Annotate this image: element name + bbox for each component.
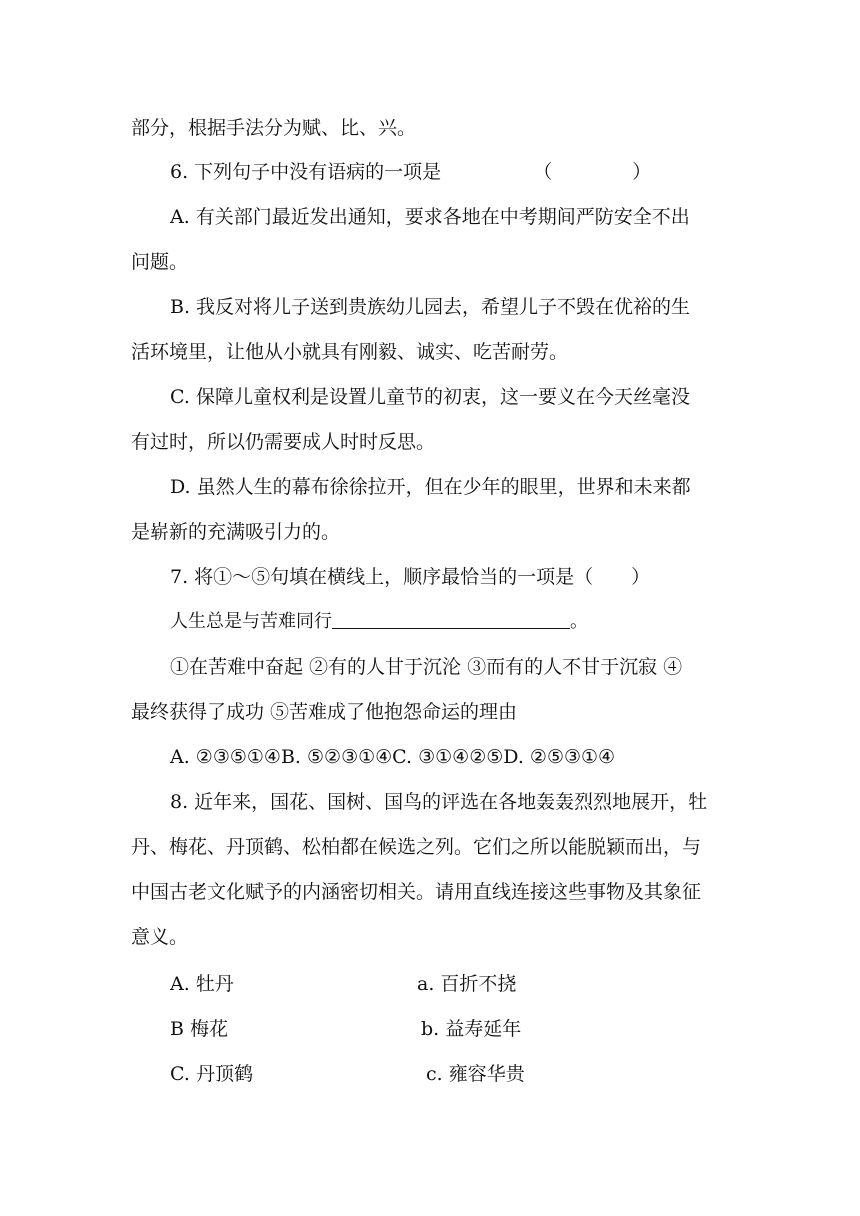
option-6a-line1: A. 有关部门最近发出通知，要求各地在中考期间严防安全不出 xyxy=(170,206,690,228)
sentence-suffix: 。 xyxy=(570,611,588,632)
question-8-line4: 意义。 xyxy=(131,926,189,948)
text-line: 部分，根据手法分为赋、比、兴。 xyxy=(131,117,417,139)
match-left-item: B 梅花 xyxy=(170,1018,229,1040)
match-right-item: a. 百折不挠 xyxy=(417,973,517,995)
question-8-line1: 8. 近年来，国花、国树、国鸟的评选在各地轰轰烈烈地展开，牡 xyxy=(170,791,708,813)
question-8-line3: 中国古老文化赋予的内涵密切相关。请用直线连接这些事物及其象征 xyxy=(131,881,702,903)
question-7-options: A. ②③⑤①④B. ⑤②③①④C. ③①④②⑤D. ②⑤③①④ xyxy=(170,746,616,768)
question-8-line2: 丹、梅花、丹顶鹤、松柏都在候选之列。它们之所以能脱颖而出，与 xyxy=(131,836,702,858)
match-row xyxy=(0,969,860,999)
question-7 xyxy=(0,562,860,592)
answer-parentheses: （ ） xyxy=(533,161,652,183)
question-7-items-line2: 最终获得了成功 ⑤苦难成了他抱怨命运的理由 xyxy=(131,701,518,723)
option-6a-line2: 问题。 xyxy=(131,251,189,273)
option-6d-line2: 是崭新的充满吸引力的。 xyxy=(131,521,341,543)
question-7-items-line1: ①在苦难中奋起 ②有的人甘于沉沦 ③而有的人不甘于沉寂 ④ xyxy=(170,656,683,678)
answer-paren-close: ） xyxy=(631,566,651,588)
sentence-prefix: 人生总是与苦难同行 xyxy=(170,611,332,632)
question-6-stem: 6. 下列句子中没有语病的一项是 xyxy=(170,161,442,183)
match-row xyxy=(0,1059,860,1089)
match-left-item: A. 牡丹 xyxy=(170,973,234,995)
option-6b-line2: 活环境里，让他从小就具有刚毅、诚实、吃苦耐劳。 xyxy=(131,341,569,363)
question-6 xyxy=(0,157,860,187)
option-6b-line1: B. 我反对将儿子送到贵族幼儿园去，希望儿子不毁在优裕的生 xyxy=(170,296,691,318)
option-6c-line2: 有过时，所以仍需要成人时时反思。 xyxy=(131,431,436,453)
match-left-item: C. 丹顶鹤 xyxy=(170,1063,253,1085)
fill-blank xyxy=(332,610,570,629)
option-6d-line1: D. 虽然人生的幕布徐徐拉开，但在少年的眼里，世界和未来都 xyxy=(170,476,691,498)
match-right-item: c. 雍容华贵 xyxy=(426,1063,525,1085)
question-7-stem: 7. 将①～⑤句填在横线上，顺序最恰当的一项是（ xyxy=(170,566,594,588)
option-6c-line1: C. 保障儿童权利是设置儿童节的初衷，这一要义在今天丝毫没 xyxy=(170,386,690,408)
question-7-sentence xyxy=(0,607,860,637)
match-right-item: b. 益寿延年 xyxy=(421,1018,522,1040)
match-row xyxy=(0,1014,860,1044)
